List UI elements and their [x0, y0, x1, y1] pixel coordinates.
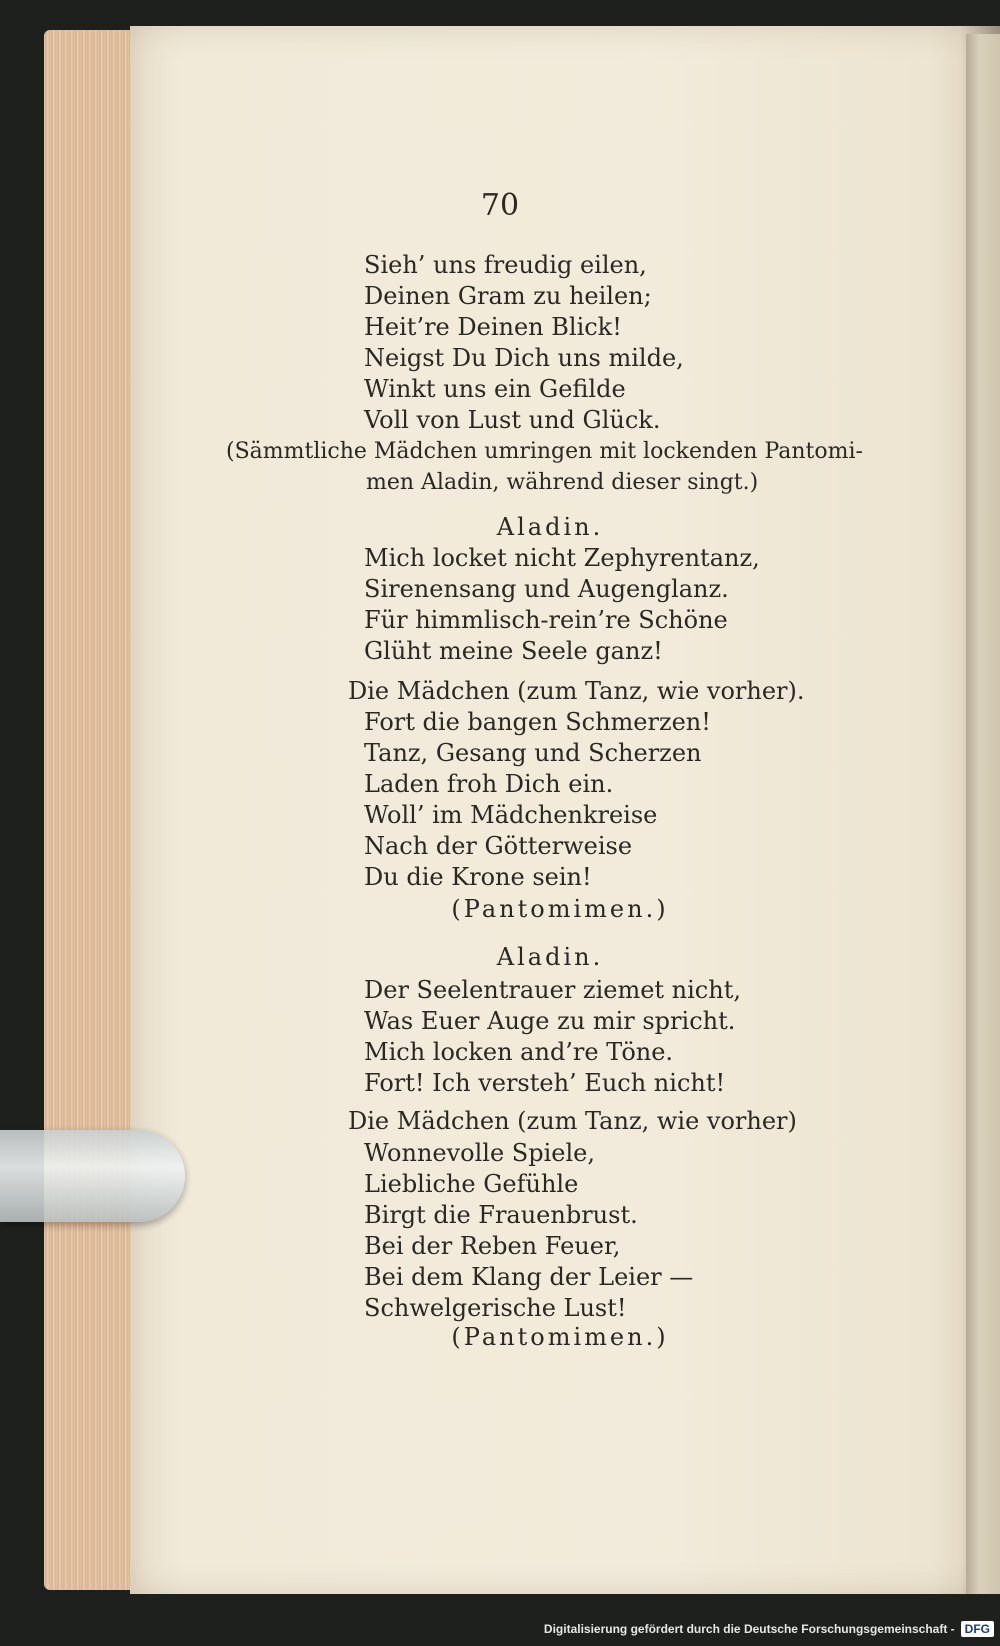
- verse-line: Sirenensang und Augenglanz.: [364, 575, 729, 603]
- next-page-edge: [966, 34, 1000, 1594]
- verse-line: Schwelgerische Lust!: [364, 1294, 627, 1322]
- verse-line: Für himmlisch-rein’re Schöne: [364, 606, 728, 634]
- verse-line: Liebliche Gefühle: [364, 1170, 579, 1198]
- verse-line: Neigst Du Dich uns milde,: [364, 344, 684, 372]
- verse-line: Deinen Gram zu heilen;: [364, 282, 652, 310]
- verse-line: Voll von Lust und Glück.: [364, 406, 661, 434]
- stage-direction: [226, 436, 863, 498]
- verse-line: Laden froh Dich ein.: [364, 770, 614, 798]
- verse-line: Heit’re Deinen Blick!: [364, 313, 622, 341]
- stage-direction-line: men Aladin, während dieser singt.): [366, 470, 759, 495]
- stage-direction-line: (Sämmtliche Mädchen umringen mit lockenden Pantomi-: [226, 439, 863, 464]
- digitization-footer: [544, 1618, 994, 1640]
- speaker-aladin: Aladin.: [496, 943, 604, 971]
- speaker-maedchen: Die Mädchen (zum Tanz, wie vorher): [348, 1107, 797, 1135]
- verse-line: Wonnevolle Spiele,: [364, 1139, 595, 1167]
- verse-line: Bei dem Klang der Leier —: [364, 1263, 694, 1291]
- verse-line: Woll’ im Mädchenkreise: [364, 801, 658, 829]
- stanza-aladin-2: [364, 975, 741, 1099]
- verse-line: Mich locken and’re Töne.: [364, 1038, 674, 1066]
- speaker-maedchen: Die Mädchen (zum Tanz, wie vorher).: [348, 677, 805, 705]
- verse-line: Du die Krone sein!: [364, 863, 592, 891]
- stanza-1: [364, 250, 684, 436]
- dfg-logo: DFG: [961, 1621, 994, 1637]
- verse-line: Mich locket nicht Zephyrentanz,: [364, 544, 760, 572]
- page-edges: [44, 30, 140, 1590]
- verse-line: Was Euer Auge zu mir spricht.: [364, 1007, 736, 1035]
- verse-line: Tanz, Gesang und Scherzen: [364, 739, 702, 767]
- verse-line: Winkt uns ein Gefilde: [364, 375, 626, 403]
- speaker-aladin: Aladin.: [496, 513, 604, 541]
- page-number: 70: [480, 188, 520, 223]
- stanza-maedchen-1: [364, 707, 711, 893]
- verse-line: Der Seelentrauer ziemet nicht,: [364, 976, 741, 1004]
- verse-line: Bei der Reben Feuer,: [364, 1232, 621, 1260]
- verse-line: Nach der Götterweise: [364, 832, 633, 860]
- verse-line: Fort die bangen Schmerzen!: [364, 708, 711, 736]
- verse-line: Fort! Ich versteh’ Euch nicht!: [364, 1069, 726, 1097]
- footer-text: Digitalisierung gefördert durch die Deutsche Forschungsgemeinschaft -: [543, 1622, 955, 1636]
- stanza-aladin-1: [364, 543, 760, 667]
- stage-direction-pantomimen: (Pantomimen.): [451, 895, 669, 923]
- stanza-maedchen-2: [364, 1138, 693, 1324]
- page-holder-clip: [0, 1130, 185, 1222]
- verse-line: Birgt die Frauenbrust.: [364, 1201, 638, 1229]
- verse-line: Sieh’ uns freudig eilen,: [364, 251, 647, 279]
- verse-line: Glüht meine Seele ganz!: [364, 637, 663, 665]
- stage-direction-pantomimen: (Pantomimen.): [451, 1323, 669, 1351]
